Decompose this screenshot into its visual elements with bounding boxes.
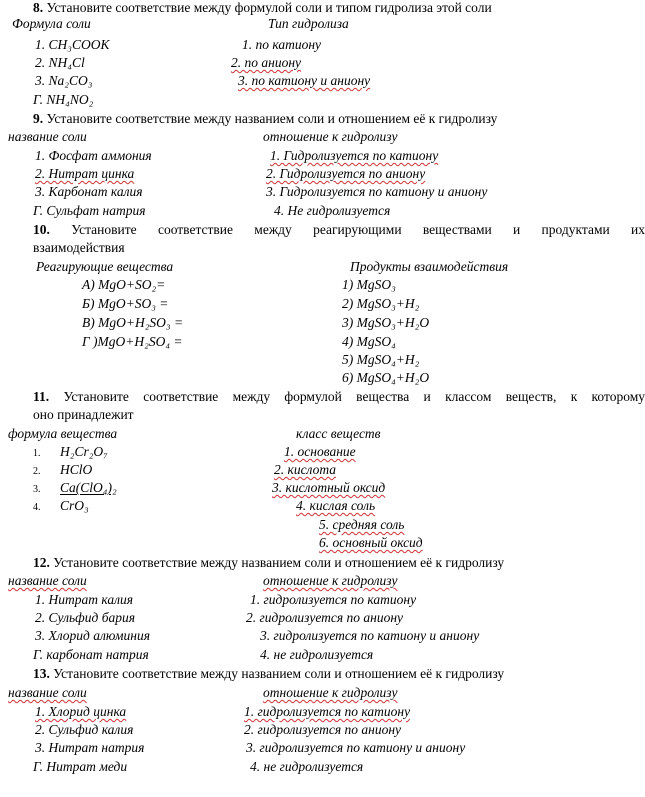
q12-right-item: 4. не гидролизуется xyxy=(260,647,374,662)
q12-heading xyxy=(33,555,504,571)
q10-left-item: А) MgO+SO₂= xyxy=(82,277,166,292)
q12-left-item: 3. Хлорид алюминия xyxy=(35,628,150,643)
q11-right-item: 2. кислота xyxy=(274,462,337,477)
q13-left-item: 2. Сульфид калия xyxy=(35,722,134,737)
q9-number: 9. xyxy=(33,111,44,126)
q13-right-item: 3. гидролизуется по катиону и аниону xyxy=(246,740,466,755)
q11-left-item: Ca(ClO₄)₂ xyxy=(60,480,117,495)
q13-title: Установите соответствие между названием соли и отношением её к гидролизу xyxy=(53,666,505,681)
q12-col-right-header: отношение к гидролизу xyxy=(263,573,398,588)
q11-right-item: 3. кислотный оксид xyxy=(272,480,386,495)
q13-left-item: 1. Хлорид цинка xyxy=(35,704,127,719)
q13-right-item: 2. гидролизуется по аниону xyxy=(244,722,402,737)
q9-left-item: 1. Фосфат аммония xyxy=(35,148,152,163)
q11-title-line1: Установите соответствие между формулой вещества и классом веществ, к которому xyxy=(63,389,645,404)
q9-col-right-header: отношение к гидролизу xyxy=(263,129,398,144)
q10-title-line1: Установите соответствие между реагирующими веществами и продуктами их xyxy=(71,222,645,237)
q11-title-line2: оно принадлежит xyxy=(33,407,134,422)
q12-left-item: Г. карбонат натрия xyxy=(33,647,149,662)
q13-right-item: 4. не гидролизуется xyxy=(250,759,364,774)
q8-left-item: 2. NH₄Cl xyxy=(35,55,85,70)
q9-left-item: 2. Нитрат цинка xyxy=(35,166,135,181)
q12-right-item: 3. гидролизуется по катиону и аниону xyxy=(260,628,480,643)
q8-right-item: 1. по катиону xyxy=(242,37,322,52)
q8-right-item: 2. по аниону xyxy=(231,55,302,70)
q12-right-item: 2. гидролизуется по аниону xyxy=(246,610,404,625)
q8-left-item: 3. Na₂CO₃ xyxy=(35,73,93,88)
q11-left-item: H₂Cr₂O₇ xyxy=(60,444,108,459)
q13-right-item: 1. гидролизуется по катиону xyxy=(244,704,411,719)
q10-right-item: 2) MgSO₃+H₂ xyxy=(342,296,420,311)
q9-heading xyxy=(33,111,497,127)
q9-right-item: 4. Не гидролизуется xyxy=(274,203,391,218)
q9-col-left-header: название соли xyxy=(8,129,87,144)
q13-left-item: 3. Нитрат натрия xyxy=(35,740,145,755)
q12-number: 12. xyxy=(33,555,50,570)
q11-right-item: 5. средняя соль xyxy=(319,517,405,532)
q8-right-item: 3. по катиону и аниону xyxy=(238,73,371,88)
q10-right-item: 6) MgSO₄+H₂O xyxy=(342,370,430,385)
q11-right-item: 1. основание xyxy=(284,444,356,459)
q13-number: 13. xyxy=(33,666,50,681)
q8-title: Установите соответствие между формулой соли и типом гидролиза этой соли xyxy=(46,0,492,15)
q8-number: 8. xyxy=(33,0,44,15)
q11-left-item: HClO xyxy=(60,462,93,477)
q11-left-num: 3. xyxy=(33,484,41,495)
q8-left-item: 1. CH₃COOK xyxy=(35,37,110,52)
q11-col-left-header: формула вещества xyxy=(8,426,118,441)
q9-right-item: 1. Гидролизуется по катиону xyxy=(270,148,439,163)
q13-left-item: Г. Нитрат меди xyxy=(33,759,128,774)
q12-left-item: 2. Сульфид бария xyxy=(35,610,136,625)
q9-title: Установите соответствие между названием соли и отношением её к гидролизу xyxy=(46,111,498,126)
q10-left-item: Г )MgO+H₂SO₄ = xyxy=(82,334,183,349)
q10-heading xyxy=(33,222,645,238)
q9-right-item: 2. Гидролизуется по аниону xyxy=(266,166,426,181)
q12-col-left-header: название соли xyxy=(8,573,87,588)
q12-title: Установите соответствие между названием соли и отношением её к гидролизу xyxy=(53,555,505,570)
q10-right-item: 1) MgSO₃ xyxy=(342,277,396,292)
q11-left-item: CrO₃ xyxy=(60,498,89,513)
q11-right-item: 6. основный оксид xyxy=(319,535,423,550)
q9-left-item: 3. Карбонат калия xyxy=(35,184,143,199)
q8-col-left-header: Формула соли xyxy=(12,16,91,31)
q12-right-item: 1. гидролизуется по катиону xyxy=(250,592,417,607)
q11-right-item: 4. кислая соль xyxy=(296,498,376,513)
q10-col-right-header: Продукты взаимодействия xyxy=(350,259,509,274)
q8-left-item: Г. NH₄NO₂ xyxy=(33,92,94,107)
q13-col-left-header: название соли xyxy=(8,685,87,700)
q10-title-line2: взаимодействия xyxy=(33,240,125,255)
q12-left-item: 1. Нитрат калия xyxy=(35,592,134,607)
q10-left-item: Б) MgO+SO₃ = xyxy=(82,296,169,311)
q10-right-item: 4) MgSO₄ xyxy=(342,334,396,349)
q10-right-item: 5) MgSO₄+H₂ xyxy=(342,352,420,367)
q10-right-item: 3) MgSO₃+H₂O xyxy=(342,315,430,330)
q9-right-item: 3. Гидролизуется по катиону и аниону xyxy=(266,184,488,199)
q11-number: 11. xyxy=(33,389,50,404)
q11-left-num: 2. xyxy=(33,466,41,477)
q11-heading xyxy=(33,389,645,405)
q8-col-right-header: Тип гидролиза xyxy=(268,16,349,31)
q11-col-right-header: класс веществ xyxy=(296,426,381,441)
q10-col-left-header: Реагирующие вещества xyxy=(36,259,174,274)
q13-col-right-header: отношение к гидролизу xyxy=(263,685,398,700)
q11-left-num: 1. xyxy=(33,448,41,459)
q13-heading xyxy=(33,666,504,682)
q11-left-num: 4. xyxy=(33,502,41,513)
q8-heading xyxy=(33,0,492,16)
q10-left-item: В) MgO+H₂SO₃ = xyxy=(82,315,184,330)
q10-number: 10. xyxy=(33,222,50,237)
q9-left-item: Г. Сульфат натрия xyxy=(33,203,146,218)
